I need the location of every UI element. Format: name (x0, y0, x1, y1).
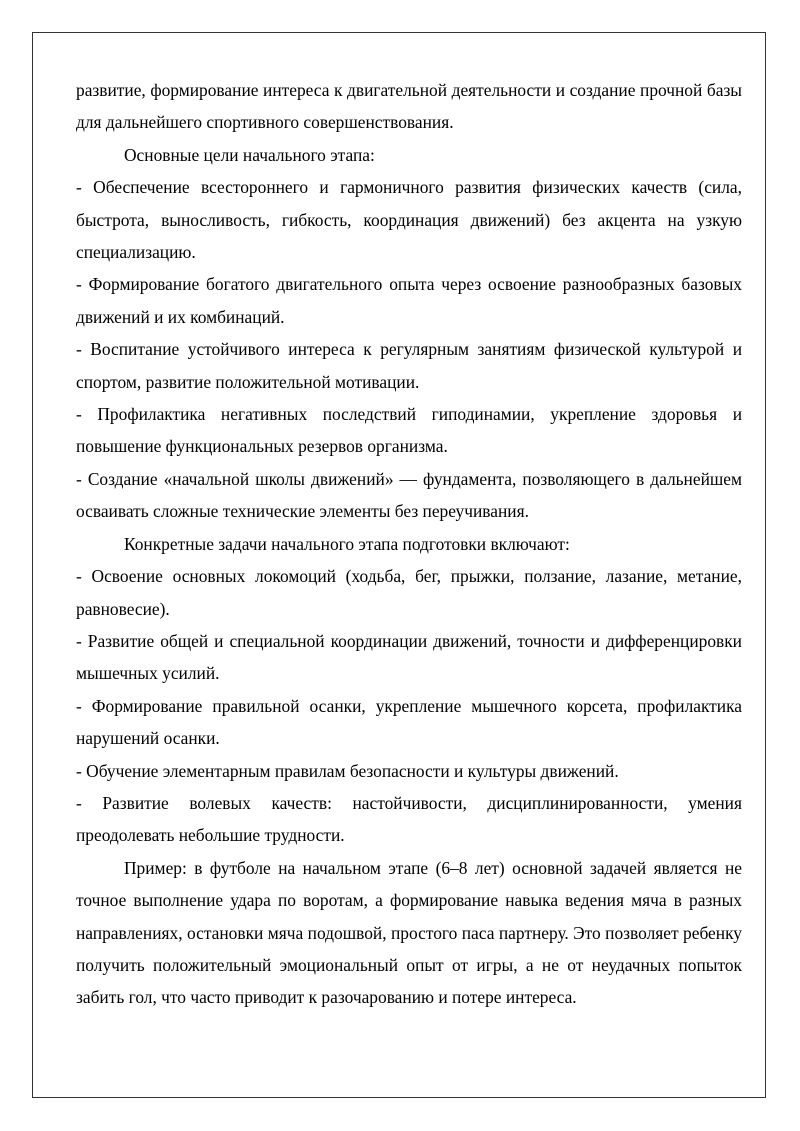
paragraph-goals-heading: Основные цели начального этапа: (124, 144, 375, 165)
paragraph-example: Пример: в футболе на начальном этапе (6–8 лет) основной задачей является не точное выполнение удара по воротам, а формирование навыка ведения мяча в разных направлениях, остановки мяча подошвой, простого паса партнеру. Это позволяет ребенку получить положительный эмоциональный опыт от игры, а не от неудачных попыток забить гол, что часто приводит к разочарованию и потере интереса. (76, 857, 742, 1008)
list-item-task: - Освоение основных локомоций (ходьба, бег, прыжки, ползание, лазание, метание, равновесие). (76, 566, 742, 619)
page-frame (32, 32, 766, 1098)
list-item-task: - Развитие волевых качеств: настойчивости, дисциплинированности, умения преодолевать небольшие трудности. (76, 792, 742, 846)
document-body (76, 74, 742, 1014)
paragraph-tasks-heading: Конкретные задачи начального этапа подготовки включают: (124, 533, 570, 554)
list-item-goal: - Создание «начальной школы движений» — фундамента, позволяющего в дальнейшем осваивать сложные технические элементы без переучивания. (76, 468, 742, 522)
list-item-task: - Формирование правильной осанки, укрепление мышечного корсета, профилактика нарушений осанки. (76, 695, 742, 749)
list-item-task: - Развитие общей и специальной координации движений, точности и дифференцировки мышечных усилий. (76, 630, 742, 684)
list-item-goal: - Профилактика негативных последствий гиподинамии, укрепление здоровья и повышение функциональных резервов организма. (76, 404, 742, 457)
list-item-goal: - Формирование богатого двигательного опыта через освоение разнообразных базовых движений и их комбинаций. (76, 274, 742, 327)
list-item-task: - Обучение элементарным правилам безопасности и культуры движений. (76, 760, 619, 781)
list-item-goal: - Обеспечение всестороннего и гармоничного развития физических качеств (сила, быстрота, выносливость, гибкость, координация движений) без акцента на узкую специализацию. (76, 177, 742, 263)
paragraph-continuation: развитие, формирование интереса к двигательной деятельности и создание прочной базы для дальнейшего спортивного совершенствования. (76, 80, 742, 133)
list-item-goal: - Воспитание устойчивого интереса к регулярным занятиям физической культурой и спортом, развитие положительной мотивации. (76, 339, 742, 392)
